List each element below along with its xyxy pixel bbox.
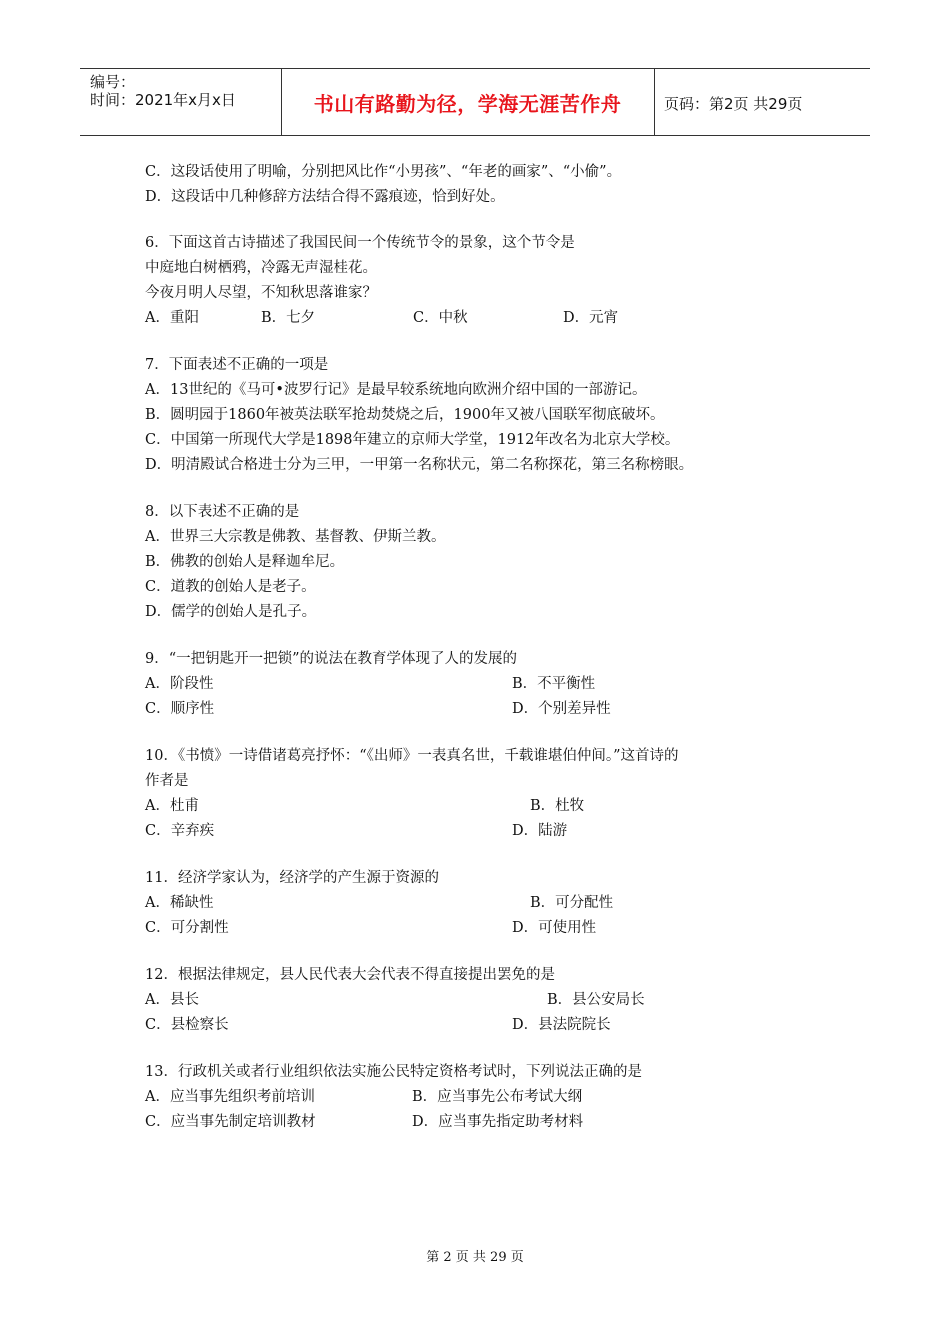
q11-option-c: C．可分割性 (145, 920, 229, 936)
header-page-label: 页码：第2页 共29页 (664, 95, 803, 113)
question-9: 9．“一把钥匙开一把锁”的说法在教育学体现了人的发展的 (145, 651, 518, 667)
q6-option-b: B．七夕 (261, 310, 316, 326)
question-7: 7．下面表述不正确的一项是 (145, 357, 329, 373)
question-11: 11．经济学家认为，经济学的产生源于资源的 (145, 870, 439, 886)
q7-option-d: D．明清殿试合格进士分为三甲，一甲第一名称状元，第二名称探花，第三名称榜眼。 (145, 457, 694, 473)
q13-option-c: C．应当事先制定培训教材 (145, 1114, 316, 1130)
q7-option-a: A．13世纪的《马可•波罗行记》是最早较系统地向欧洲介绍中国的一部游记。 (145, 382, 647, 398)
question-10-cont: 作者是 (145, 773, 189, 789)
header-top-rule (80, 68, 870, 69)
q12-option-c: C．县检察长 (145, 1017, 229, 1033)
option-line: D．这段话中几种修辞方法结合得不露痕迹，恰到好处。 (145, 189, 505, 205)
q8-option-d: D．儒学的创始人是孔子。 (145, 604, 317, 620)
question-13: 13．行政机关或者行业组织依法实施公民特定资格考试时，下列说法正确的是 (145, 1064, 642, 1080)
header-bottom-rule (80, 135, 870, 136)
q6-option-d: D．元宵 (563, 310, 619, 326)
header-date-label: 时间：2021年x月x日 (90, 91, 236, 109)
page-footer: 第 2 页 共 29 页 (426, 1250, 524, 1265)
q10-option-c: C．辛弃疾 (145, 823, 215, 839)
q8-option-b: B．佛教的创始人是释迦牟尼。 (145, 554, 345, 570)
q13-option-a: A．应当事先组织考前培训 (145, 1089, 315, 1105)
q13-option-d: D．应当事先指定助考材料 (412, 1114, 584, 1130)
q12-option-a: A．县长 (145, 992, 199, 1008)
q9-option-c: C．顺序性 (145, 701, 215, 717)
q12-option-b: B．县公安局长 (547, 992, 645, 1008)
q10-option-b: B．杜牧 (530, 798, 585, 814)
poem-line-2: 今夜月明人尽望，不知秋思落谁家？ (145, 285, 377, 301)
q7-option-b: B．圆明园于1860年被英法联军抢劫焚烧之后，1900年又被八国联军彻底破坏。 (145, 407, 665, 423)
q8-option-c: C．道教的创始人是老子。 (145, 579, 316, 595)
question-12: 12．根据法律规定，县人民代表大会代表不得直接提出罢免的是 (145, 967, 555, 983)
question-8: 8．以下表述不正确的是 (145, 504, 300, 520)
q10-option-a: A．杜甫 (145, 798, 199, 814)
header-code-label: 编号： (90, 73, 136, 91)
question-10: 10．《书愤》一诗借诸葛亮抒怀：“《出师》一表真名世，千载谁堪伯仲间。”这首诗的 (145, 748, 679, 764)
q11-option-d: D．可使用性 (512, 920, 597, 936)
question-6: 6．下面这首古诗描述了我国民间一个传统节令的景象，这个节令是 (145, 235, 575, 251)
q9-option-d: D．个别差异性 (512, 701, 611, 717)
header-motto: 书山有路勤为径，学海无涯苦作舟 (313, 92, 622, 116)
q13-option-b: B．应当事先公布考试大纲 (412, 1089, 583, 1105)
q9-option-a: A．阶段性 (145, 676, 214, 692)
option-line: C．这段话使用了明喻，分别把风比作“小男孩”、“年老的画家”、“小偷”。 (145, 164, 622, 180)
q11-option-b: B．可分配性 (530, 895, 614, 911)
q7-option-c: C．中国第一所现代大学是1898年建立的京师大学堂，1912年改名为北京大学校。 (145, 432, 680, 448)
header-divider-right (654, 68, 655, 135)
q6-option-c: C．中秋 (413, 310, 468, 326)
q9-option-b: B．不平衡性 (512, 676, 596, 692)
q11-option-a: A．稀缺性 (145, 895, 214, 911)
q10-option-d: D．陆游 (512, 823, 568, 839)
q6-option-a: A．重阳 (145, 310, 199, 326)
q8-option-a: A．世界三大宗教是佛教、基督教、伊斯兰教。 (145, 529, 446, 545)
q12-option-d: D．县法院院长 (512, 1017, 611, 1033)
poem-line-1: 中庭地白树栖鸦，冷露无声湿桂花。 (145, 260, 377, 276)
